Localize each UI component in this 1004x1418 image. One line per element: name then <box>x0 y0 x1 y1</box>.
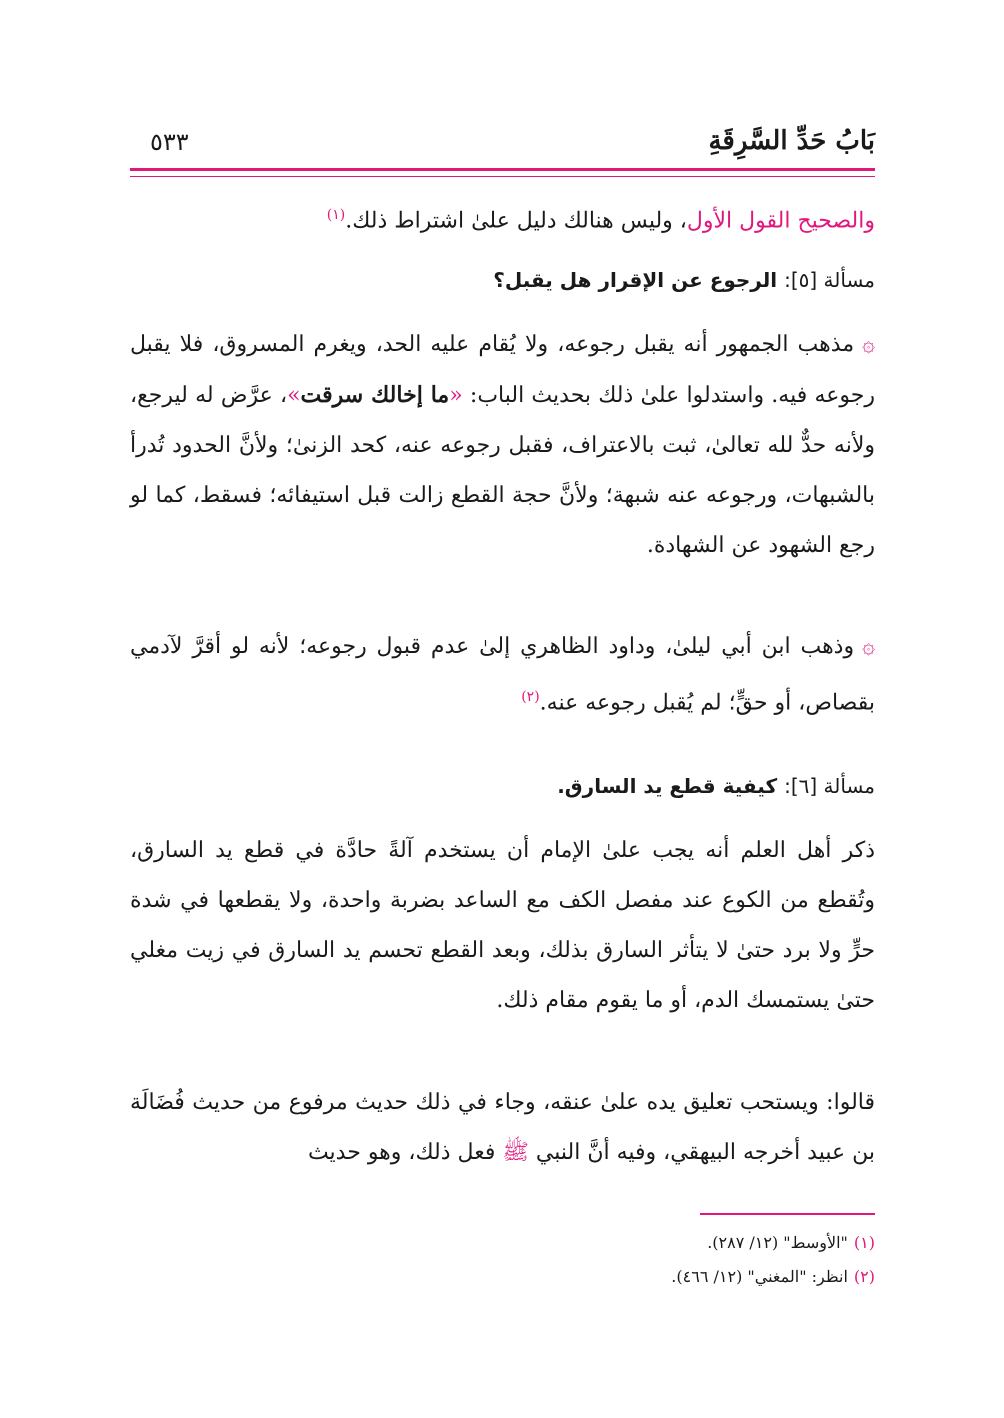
paragraph-1-part-1: مذهب الجمهور أنه يقبل رجوعه، ولا يُقام عليه الحد، ويغرم المسروق، فلا يقبل رجوعه فيه. واستدلوا علىٰ ذلك بحديث الباب: <box>130 332 876 408</box>
footnote-1-text: "الأوسط" (١٢/ ٢٨٧). <box>707 1233 848 1252</box>
footnote-2-number: (٢) <box>853 1267 875 1286</box>
issue-5-title: الرجوع عن الإقرار هل يقبل؟ <box>493 268 778 292</box>
intro-paragraph <box>130 190 875 246</box>
page-number: ٥٣٣ <box>150 128 189 156</box>
quote-close: » <box>287 383 301 408</box>
chapter-title: بَابُ حَدِّ السَّرِقَةِ <box>708 126 875 156</box>
issue-6-label: مسألة [٦]: <box>784 774 875 798</box>
hadith-quote: ما إخالك سرقت <box>300 382 450 408</box>
flower-marker-icon: ۞ <box>862 634 875 659</box>
paragraph-minority-view <box>130 622 875 728</box>
footnote-1 <box>707 1228 875 1258</box>
book-page <box>130 0 875 1418</box>
paragraph-4-part-2: فعل ذلك، وهو حديث <box>307 1140 503 1165</box>
header-rule-thick <box>130 168 875 171</box>
intro-text: ، وليس هنالك دليل علىٰ اشتراط ذلك. <box>345 208 687 234</box>
page-header <box>130 108 875 168</box>
paragraph-2-text: وذهب ابن أبي ليلىٰ، وداود الظاهري إلىٰ عدم قبول رجوعه؛ لأنه لو أقرَّ لآدمي بقصاص، أو حقٍّ؛ لم يُقبل رجوعه عنه. <box>130 634 875 716</box>
issue-5-label: مسألة [٥]: <box>784 268 875 292</box>
paragraph-4-part-1: قالوا: ويستحب تعليق يده علىٰ عنقه، وجاء في ذلك حديث مرفوع من حديث فُضَالَة بن عبيد أخرجه البيهقي، وفيه أنَّ النبي <box>130 1090 875 1165</box>
salutation-glyph: ﷺ <box>502 1140 529 1165</box>
footnote-1-number: (١) <box>853 1233 875 1252</box>
intro-highlight: والصحيح القول الأول <box>686 208 875 234</box>
header-rule-thin <box>130 176 875 177</box>
footnote-2 <box>671 1262 875 1292</box>
issue-6-heading <box>130 774 875 798</box>
paragraph-amputation-method: ذكر أهل العلم أنه يجب علىٰ الإمام أن يستخدم آلةً حادَّة في قطع يد السارق، وتُقطع من الكوع عند مفصل الكف مع الساعد بضربة واحدة، ولا يقطعها في شدة حرٍّ ولا برد حتىٰ لا يتأثر السارق بذلك، وبعد القطع تحسم يد السارق في زيت مغلي حتىٰ يستمسك الدم، أو ما يقوم مقام ذلك. <box>130 838 875 1013</box>
issue-6-title: كيفية قطع يد السارق. <box>557 774 778 798</box>
footnote-divider <box>700 1213 875 1215</box>
footnote-2-text: انظر: "المغني" (١٢/ ٤٦٦). <box>671 1267 848 1286</box>
flower-marker-icon: ۞ <box>862 332 875 357</box>
footnote-ref-1[interactable]: (١) <box>326 207 346 223</box>
quote-open: « <box>449 383 463 408</box>
paragraph-hanging-hand <box>130 1078 875 1178</box>
issue-5-heading <box>130 268 875 292</box>
paragraph-1-part-2: ، عرَّض له ليرجع، ولأنه حدٌّ لله تعالىٰ، ثبت بالاعتراف، فقبل رجوعه عنه، كحد الزنىٰ؛ ولأنَّ الحدود تُدرأ بالشبهات، ورجوعه عنه شبهة؛ ولأنَّ حجة القطع زالت قبل استيفائه؛ فسقط، كما لو رجع الشهود عن الشهادة. <box>130 383 875 558</box>
footnote-ref-2[interactable]: (٢) <box>521 689 540 705</box>
paragraph-majority-view <box>130 320 875 571</box>
